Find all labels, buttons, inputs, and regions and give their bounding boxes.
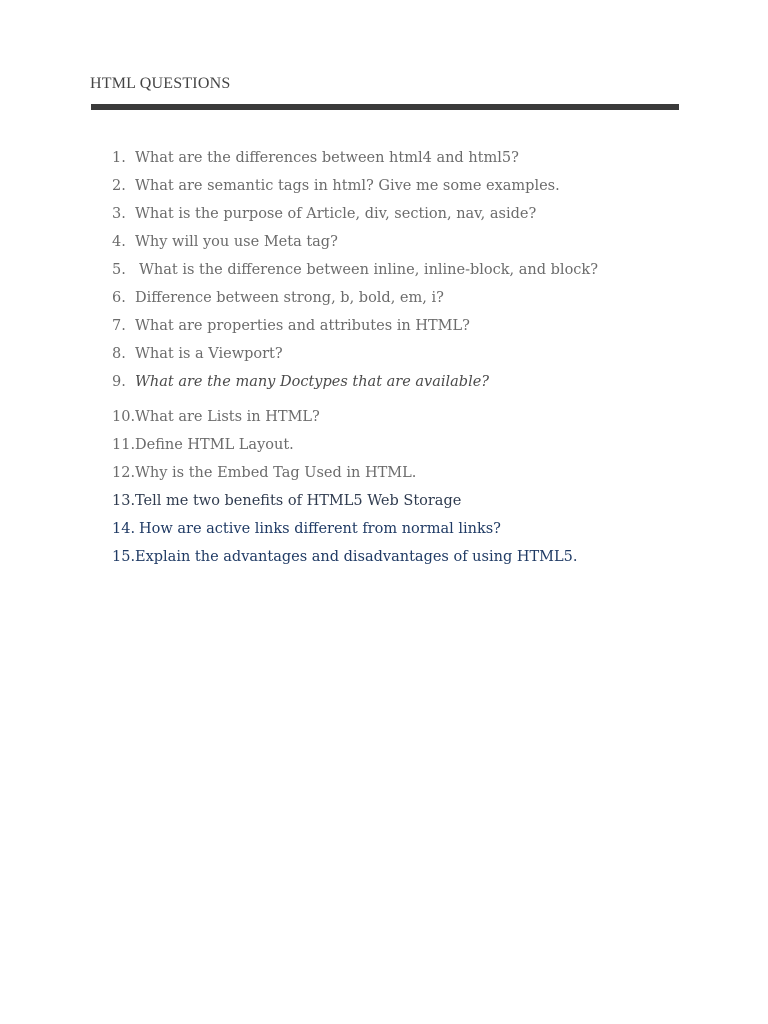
list-item-text: What are the differences between html4 and html5? (135, 150, 519, 166)
list-item (0, 315, 700, 337)
list-item (0, 490, 700, 512)
list-item (0, 406, 700, 428)
list-item-number: 5. (112, 262, 126, 278)
list-item (0, 546, 700, 568)
list-item-number: 9. (112, 374, 126, 390)
list-item-text: Why is the Embed Tag Used in HTML. (135, 465, 417, 481)
list-item-number: 10. (112, 409, 136, 425)
list-item-text: What are Lists in HTML? (135, 409, 320, 425)
list-item (0, 371, 700, 393)
list-item-text: What is a Viewport? (135, 346, 283, 362)
list-item (0, 259, 700, 281)
list-item (0, 203, 700, 225)
list-item-text: Define HTML Layout. (135, 437, 294, 453)
title-divider (91, 104, 679, 110)
list-item-number: 13. (112, 493, 136, 509)
list-item-text: What is the purpose of Article, div, section, nav, aside? (135, 206, 537, 222)
list-item-number: 2. (112, 178, 126, 194)
list-item-text: Why will you use Meta tag? (135, 234, 338, 250)
list-item-text: What are the many Doctypes that are available? (135, 374, 490, 390)
list-item-number: 8. (112, 346, 126, 362)
list-item (0, 434, 700, 456)
list-item-number: 6. (112, 290, 126, 306)
list-item-number: 15. (112, 549, 136, 565)
list-item-number: 7. (112, 318, 126, 334)
list-item-number: 1. (112, 150, 126, 166)
list-item-number: 4. (112, 234, 126, 250)
list-item-text: What are semantic tags in html? Give me some examples. (135, 178, 560, 194)
list-item-text: Explain the advantages and disadvantages of using HTML5. (135, 549, 578, 565)
list-item (0, 343, 700, 365)
list-item-text: Tell me two benefits of HTML5 Web Storage (135, 493, 462, 509)
page-title: HTML QUESTIONS (90, 75, 231, 92)
list-item (0, 147, 700, 169)
list-item-number: 14. (112, 521, 136, 537)
list-item-number: 11. (112, 437, 136, 453)
list-item-number: 12. (112, 465, 136, 481)
list-item (0, 518, 700, 540)
list-item (0, 287, 700, 309)
list-item-text: How are active links different from normal links? (139, 521, 501, 537)
list-item (0, 462, 700, 484)
list-item-text: What are properties and attributes in HTML? (135, 318, 470, 334)
list-item-number: 3. (112, 206, 126, 222)
list-item-text: Difference between strong, b, bold, em, i? (135, 290, 444, 306)
list-item (0, 175, 700, 197)
list-item (0, 231, 700, 253)
list-item-text: What is the difference between inline, inline-block, and block? (139, 262, 598, 278)
